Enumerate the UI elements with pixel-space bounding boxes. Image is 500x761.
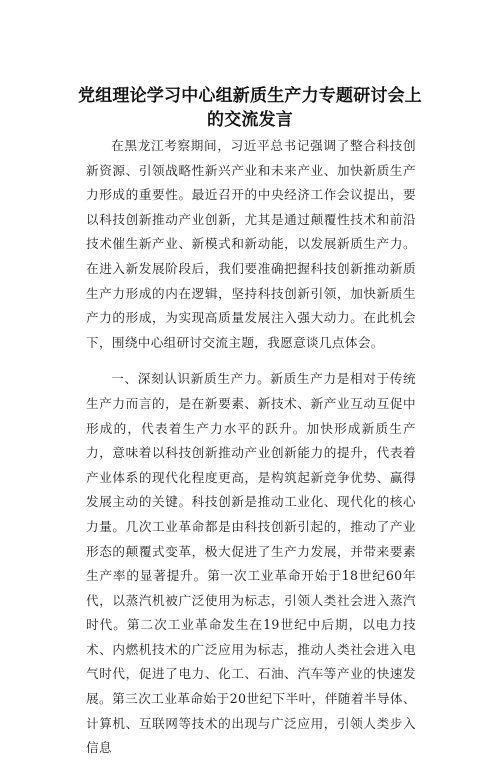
document-title <box>60 84 440 132</box>
document-body <box>86 134 416 761</box>
paragraph-section-1: 一、深刻认识新质生产力。新质生产力是相对于传统生产力而言的，是在新要素、新技术、新产业互动互促中形成的，代表着生产力水平的跃升。加快形成新质生产力，意味着以科技创新推动产业创新能力的提升，代表着产业体系的现代化程度更高，是构筑起新竞争优势、赢得发展主动的关键。科技创新是推动工业化、现代化的核心力量。几次工业革命都是由科技创新引起的，推动了产业形态的颠覆式变革，极大促进了生产力发展，并带来要素生产率的显著提升。第一次工业革命开始于18世纪60年代，以蒸汽机被广泛使用为标志，引领人类社会进入蒸汽时代。第二次工业革命发生在19世纪中后期，以电力技术、内燃机技术的广泛应用为标志，推动人类社会进入电气时代，促进了电力、化工、石油、汽车等产业的快速发展。第三次工业革命始于20世纪下半叶，伴随着半导体、计算机、互联网等技术的出现与广泛应用，引领人类步入信息 <box>86 371 416 756</box>
paragraph-intro: 在黑龙江考察期间，习近平总书记强调了整合科技创新资源、引领战略性新兴产业和未来产业、加快新质生产力形成的重要性。最近召开的中央经济工作会议提出，要以科技创新推动产业创新，尤其是通过颠覆性技术和前沿技术催生新产业、新模式和新动能，以发展新质生产力。在进入新发展阶段后，我们要准确把握科技创新推动新质生产力形成的内在逻辑，坚持科技创新引领，加快新质生产力的形成，为实现高质量发展注入强大动力。在此机会下，围绕中心组研讨交流主题，我愿意谈几点体会。 <box>86 138 416 350</box>
title-line-1: 党组理论学习中心组新质生产力专题研讨会上 <box>78 86 422 106</box>
title-line-2: 的交流发言 <box>207 110 293 130</box>
